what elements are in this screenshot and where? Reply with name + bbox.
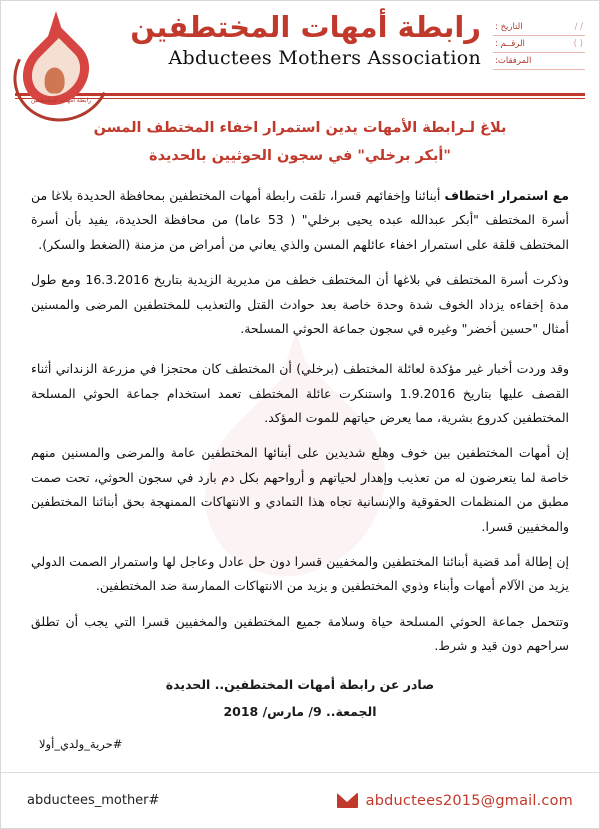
meta-row-attachments <box>493 53 585 70</box>
envelope-icon <box>337 793 358 808</box>
closing-line-1: صادر عن رابطة أمهات المختطفين.. الحديدة <box>165 677 435 693</box>
contact-email[interactable]: abductees2015@gmail.com <box>365 792 573 809</box>
paragraph-1-rest: أبنائنا وإخفائهم قسرا، تلقت رابطة أمهات المختطفين بمحافظة الحديدة بلاغا من أسرة المختطف "أبكر عبدالله عبده يحيى برخلي" ( 53 عاما) من محافظة الحديدة، يفيد بأن أسرة المختطف قلقة على استمرار اخفاء عائلهم المسن والذي يعاني من أمراض من مزمنة (الضغط والسكر). <box>31 188 569 252</box>
paragraph-4: إن أمهات المختطفين بين خوف وهلع شديدين على أبنائها المختطفين عامة والمرضى والمسنين منهم خاصة لما يتعرضون له من تعذيب وإهدار لحياتهم و أرواحهم بكل دم بارد في سجون الحوثي، تحت صمت مطبق من المنظمات الحقوقية والإنسانية تجاه هذا التمادي و الانتهاكات الممنهجة بحق أبنائنا المختطفين والمخفيين قسرا. <box>31 445 569 534</box>
meta-label-number: الرقــم : <box>495 39 525 50</box>
meta-value-number: ( ) <box>573 39 583 50</box>
logo-caption: رابطة أمهات المختطفين <box>30 97 92 104</box>
closing-block <box>31 672 569 725</box>
meta-label-date: التاريخ : <box>495 22 523 32</box>
organization-name-english: Abductees Mothers Association <box>168 47 481 70</box>
paragraph-1 <box>31 184 569 257</box>
title-line-2: "أبكر برخلي" في سجون الحوثيين بالحديدة <box>149 147 451 164</box>
paragraph-1-lead: مع استمرار اختطاف <box>444 188 569 204</box>
title-line-1: بلاغ لـرابطة الأمهات يدين استمرار اخفاء المختطف المسن <box>93 120 507 136</box>
closing-line-2: الجمعة.. 9/ مارس/ 2018 <box>223 703 377 719</box>
paragraph-2: وذكرت أسرة المختطف في بلاغها أن المختطف خطف من مديرية الزيدية بتاريخ 16.3.2016 ومع طول مدة إخفاءه يزداد الخوف شدة وحدة خاصة بعد حوادث القتل والتعذيب للمختطفين المرضى والمسنين أمثال "حسين أخضر" وغيره في سجون جماعة الحوثي المسلحة. <box>31 272 569 336</box>
meta-row-number <box>493 36 585 53</box>
document-footer <box>1 772 599 828</box>
contact-email-block[interactable] <box>337 793 573 809</box>
hashtag-arabic: #حرية_ولدي_أولا <box>39 736 123 751</box>
paragraph-5: إن إطالة أمد قضية أبنائنا المختطفين والمخفيين قسرا دون حل عادل وعاجل لها واستمرار الصمت الدولي يزيد من الآلام أمهات وأبناء وذوي المختطفين و يزيد من الانتهاكات الممارسة ضد المختطفين. <box>31 553 569 594</box>
document-header <box>1 1 599 104</box>
paragraph-6: وتتحمل جماعة الحوثي المسلحة حياة وسلامة جميع المختطفين والمخفيين قسرا التي يجب أن تطلق سراحهم دون قيد و شرط. <box>31 613 569 654</box>
paragraph-3: وقد وردت أخبار غير مؤكدة لعائلة المختطف (برخلي) أن المختطف كان محتجزا في مزرعة الزنداني أثناء القصف عليها بتاريخ 1.9.2016 واستنكرت عائلة المختطف تعمد استخدام جماعة الحوثي المسلحة المختطفين كدروع بشرية، مما يعرض حياتهم للموت المؤكد. <box>31 361 569 426</box>
meta-label-attachments: المرفقات: <box>495 56 532 67</box>
social-handle: abductees_mother# <box>27 793 160 808</box>
organization-name-arabic: رابطة أمهات المختطفين <box>130 10 481 44</box>
document-body <box>1 170 599 772</box>
meta-row-date <box>493 19 585 36</box>
organization-logo <box>11 11 129 119</box>
document-title <box>1 115 599 170</box>
meta-value-date: / / <box>574 22 583 32</box>
letterhead-meta-box <box>493 19 585 70</box>
